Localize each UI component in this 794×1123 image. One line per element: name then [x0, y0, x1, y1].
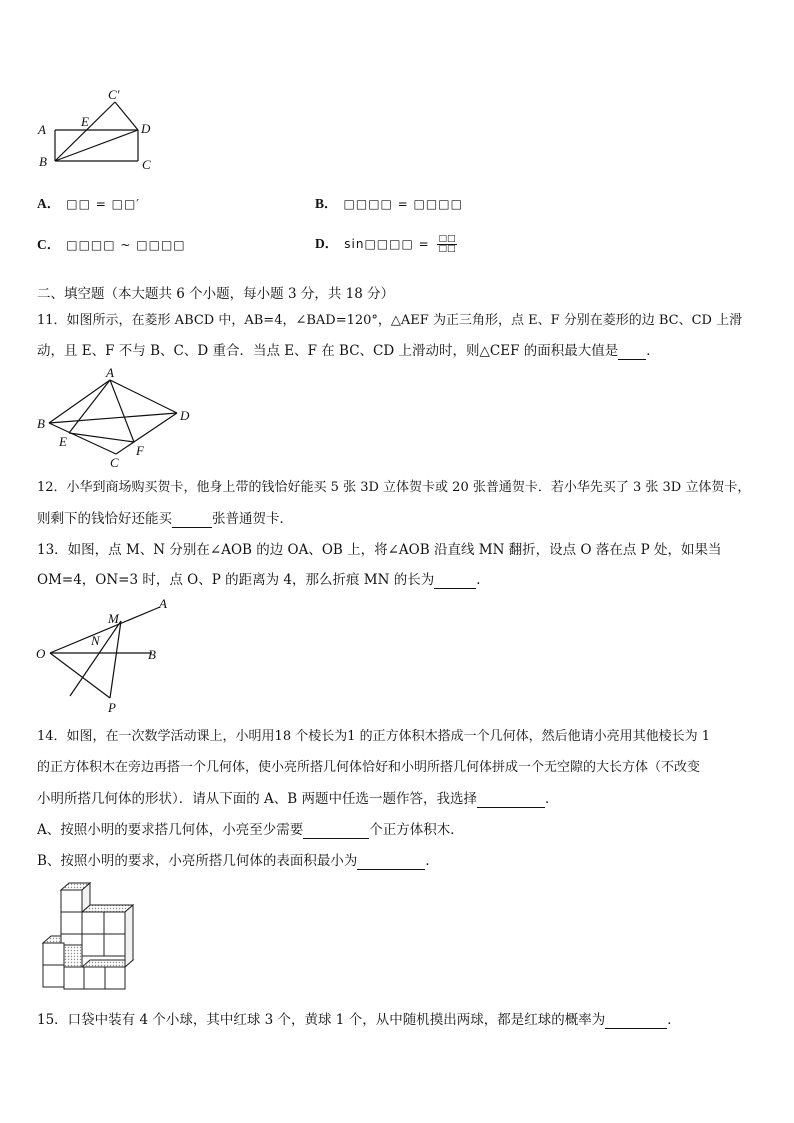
q13-answer-blank[interactable] — [434, 574, 476, 589]
option-d — [315, 232, 457, 254]
section-heading: 二、填空题（本大题共 6 个小题，每小题 3 分，共 18 分） — [37, 286, 395, 302]
q15-line-1-text: 15．口袋中装有 4 个小球，其中红球 3 个，黄球 1 个，从中随机摸出两球，都是红球的概率为 — [37, 1012, 606, 1028]
q10-label-e: E — [81, 114, 89, 129]
q14-part-a-text: A、按照小明的要求搭几何体，小亮至少需要 — [37, 822, 304, 838]
q11-label-d: D — [180, 408, 190, 423]
option-a-text: □□ = □□′ — [66, 197, 141, 211]
q13-label-m: M — [108, 611, 119, 626]
q13-figure — [34, 596, 174, 716]
q11-line-2-text: 动，且 E、F 不与 B、C、D 重合．当点 E、F 在 BC、CD 上滑动时，则△CEF 的面积最大值是 — [37, 343, 619, 359]
q14-line-3 — [37, 790, 559, 808]
option-b-text: □□□□ = □□□□ — [343, 197, 463, 211]
option-d-label: D． — [315, 236, 339, 251]
q11-line-1: 11．如图所示，在菱形 ABCD 中，AB=4，∠BAD=120°，△AEF 为正三角形，点 E、F 分别在菱形的边 BC、CD 上滑 — [37, 313, 743, 328]
q11-figure — [35, 365, 200, 473]
q14-cube-figure — [37, 880, 142, 1000]
q12-line-2-end: 张普通贺卡． — [212, 511, 293, 527]
q14-part-a-end: 个正方体积木． — [369, 822, 464, 838]
q13-label-a: A — [159, 596, 167, 611]
option-d-fraction — [437, 235, 456, 254]
option-c-text: □□□□ ~ □□□□ — [66, 238, 186, 252]
q10-label-c-prime: C′ — [108, 87, 120, 102]
q13-label-p: P — [108, 700, 116, 715]
q15-answer-blank[interactable] — [605, 1014, 667, 1029]
q11-label-f: F — [136, 443, 144, 458]
q12-line-2 — [37, 510, 293, 528]
q13-line-2 — [37, 571, 490, 589]
q14-line-1: 14．如图，在一次数学活动课上，小明用18 个棱长为1 的正方体积木搭成一个几何体，然后他请小亮用其他棱长为 1 — [37, 729, 711, 744]
option-c-label: C． — [37, 237, 61, 252]
q14-part-a — [37, 821, 464, 839]
q14-part-b-end: ． — [425, 853, 439, 869]
q14-part-b — [37, 852, 439, 870]
option-a-label: A． — [37, 196, 61, 211]
q14-part-b-blank[interactable] — [357, 855, 425, 870]
q15-line-1 — [37, 1011, 681, 1029]
option-c — [37, 233, 186, 253]
q11-line-2 — [37, 342, 660, 360]
q13-line-2-end: ． — [476, 572, 490, 588]
q13-line-1: 13．如图，点 M、N 分别在∠AOB 的边 OA、OB 上，将∠AOB 沿直线 MN 翻折，设点 O 落在点 P 处，如果当 — [37, 542, 722, 558]
option-d-text: sin□□□□ = — [344, 237, 435, 251]
option-d-denominator: □□ — [438, 244, 456, 254]
q10-label-b: B — [39, 154, 47, 169]
q10-figure — [35, 88, 165, 176]
q13-label-o: O — [36, 646, 46, 661]
q13-line-2-text: OM=4，ON=3 时，点 O、P 的距离为 4，那么折痕 MN 的长为 — [37, 572, 435, 588]
q15-line-1-end: ． — [667, 1012, 681, 1028]
q14-choice-blank[interactable] — [477, 793, 545, 808]
option-b — [315, 192, 463, 212]
option-a — [37, 192, 140, 212]
q12-answer-blank[interactable] — [172, 513, 212, 528]
q14-line-2: 的正方体积木在旁边再搭一个几何体，使小亮所搭几何体恰好和小明所搭几何体拼成一个无空隙的大长方体（不改变 — [37, 760, 701, 775]
q10-label-d: D — [141, 121, 151, 136]
q14-part-b-text: B、按照小明的要求，小亮所搭几何体的表面积最小为 — [37, 853, 358, 869]
option-d-numerator: □□ — [438, 234, 456, 244]
q11-answer-blank[interactable] — [618, 345, 646, 360]
q11-label-a: A — [106, 365, 114, 380]
q12-line-2-text: 则剩下的钱恰好还能买 — [37, 511, 172, 527]
q14-part-a-blank[interactable] — [303, 824, 369, 839]
option-b-label: B． — [315, 196, 338, 211]
q13-label-b: B — [148, 647, 156, 662]
q10-label-a: A — [38, 122, 46, 137]
q13-label-n: N — [91, 633, 100, 648]
q12-line-1: 12．小华到商场购买贺卡，他身上带的钱恰好能买 5 张 3D 立体贺卡或 20 张普通贺卡．若小华先买了 3 张 3D 立体贺卡， — [37, 480, 751, 495]
q11-label-c: C — [110, 455, 119, 470]
q11-label-b: B — [37, 416, 45, 431]
q10-label-c: C — [142, 157, 151, 172]
q11-line-2-end: ． — [646, 343, 660, 359]
q14-line-3-text: 小明所搭几何体的形状）．请从下面的 A、B 两题中任选一题作答，我选择 — [37, 791, 478, 807]
q11-label-e: E — [59, 434, 67, 449]
q14-line-3-end: ． — [545, 791, 559, 807]
